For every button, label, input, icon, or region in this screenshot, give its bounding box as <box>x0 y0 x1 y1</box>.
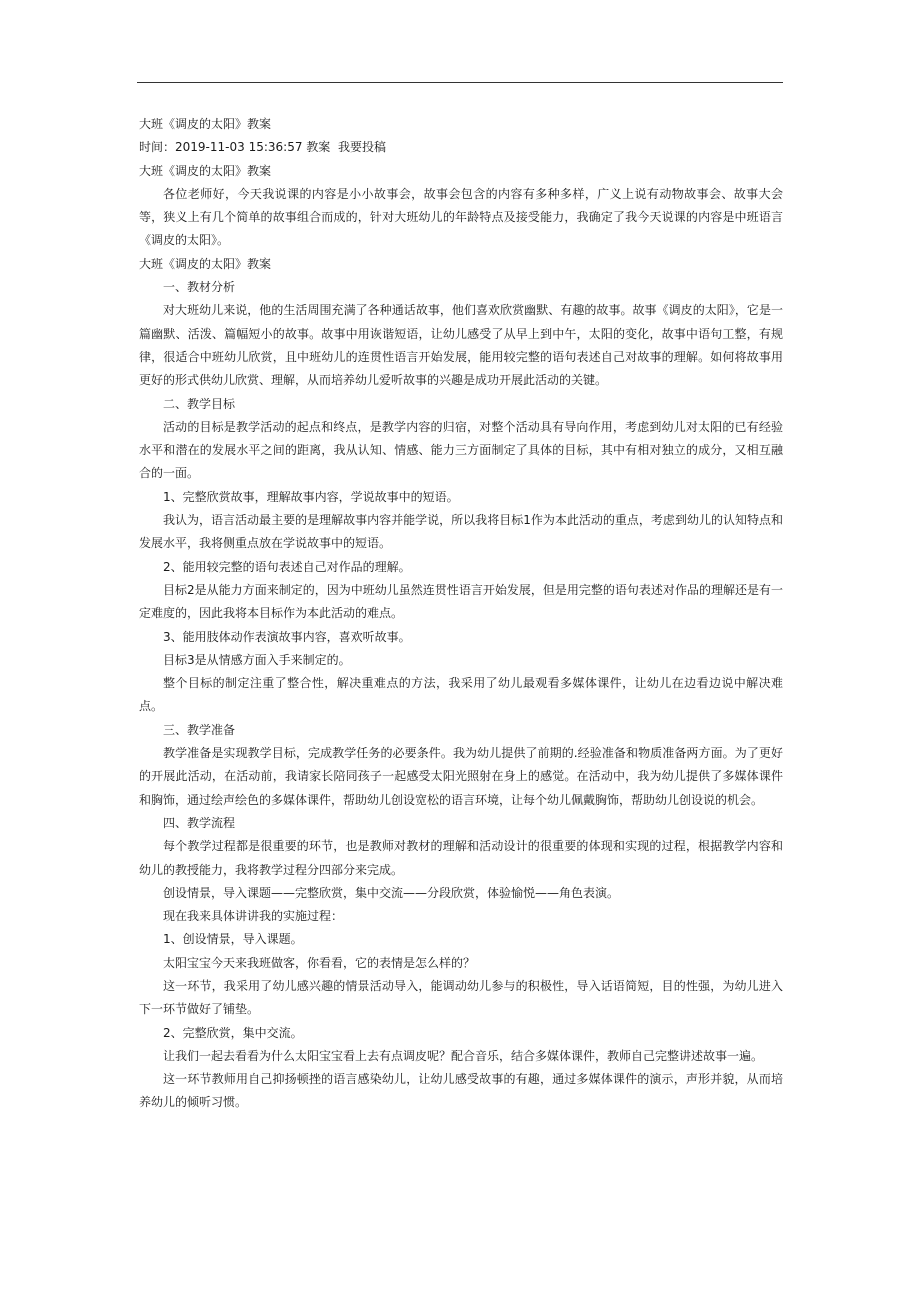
step-item-2: 2、完整欣赏，集中交流。 <box>163 1025 303 1040</box>
section-heading-1: 一、教材分析 <box>163 280 236 295</box>
paragraph: 活动的目标是教学活动的起点和终点，是教学内容的归宿，对整个活动具有导向作用，考虑到幼儿对太阳的已有经验水平和潜在的发展水平之间的距离，我从认知、情感、能力三方面制定了具体的目标，其中有相对独立的成分，又相互融合的一面。 <box>139 419 783 481</box>
paragraph: 教学准备是实现教学目标，完成教学任务的必要条件。我为幼儿提供了前期的.经验准备和物质准备两方面。为了更好的开展此活动，在活动前，我请家长陪同孩子一起感受太阳光照射在身上的感觉。在活动中，我为幼儿提供了多媒体课件和胸饰，通过绘声绘色的多媒体课件，帮助幼儿创设宽松的语言环境，让每个幼儿佩戴胸饰，帮助幼儿创设说的机会。 <box>139 746 783 807</box>
paragraph: 让我们一起去看看为什么太阳宝宝看上去有点调皮呢？配合音乐，结合多媒体课件，教师自己完整讲述故事一遍。 <box>163 1048 764 1063</box>
submit-link[interactable]: 我要投稿 <box>337 140 386 155</box>
section-heading-4: 四、教学流程 <box>163 815 236 830</box>
time-value: 2019-11-03 15:36:57 <box>175 140 303 155</box>
goal-item-3: 3、能用肢体动作表演故事内容，喜欢听故事。 <box>163 629 411 644</box>
paragraph: 每个教学过程都是很重要的环节，也是教师对教材的理解和活动设计的很重要的体现和实现的过程，根据教学内容和幼儿的教授能力，我将教学过程分四部分来完成。 <box>139 839 783 877</box>
section-heading-3: 三、教学准备 <box>163 722 236 737</box>
meta-line <box>139 136 783 159</box>
doc-subtitle: 大班《调皮的太阳》教案 <box>139 163 272 178</box>
document-body <box>139 113 783 1115</box>
paragraph: 现在我来具体讲讲我的实施过程： <box>163 909 344 924</box>
paragraph: 创设情景，导入课题——完整欣赏，集中交流——分段欣赏，体验愉悦——角色表演。 <box>163 885 620 900</box>
step-item-1: 1、创设情景，导入课题。 <box>163 932 303 947</box>
paragraph: 对大班幼儿来说，他的生活周围充满了各种通话故事，他们喜欢欣赏幽默、有趣的故事。故事《调皮的太阳》，它是一篇幽默、活泼、篇幅短小的故事。故事中用诙谐短语，让幼儿感受了从早上到中午，太阳的变化，故事中语句工整，有规律，很适合中班幼儿欣赏，且中班幼儿的连贯性语言开始发展，能用较完整的语句表述自己对故事的理解。如何将故事用更好的形式供幼儿欣赏、理解，从而培养幼儿爱听故事的兴趣是成功开展此活动的关键。 <box>139 303 783 388</box>
goal-item-2: 2、能用较完整的语句表述自己对作品的理解。 <box>163 559 411 574</box>
paragraph: 目标2是从能力方面来制定的，因为中班幼儿虽然连贯性语言开始发展，但是用完整的语句表述对作品的理解还是有一定难度的，因此我将本目标作为本此活动的难点。 <box>139 582 783 621</box>
paragraph: 这一环节，我采用了幼儿感兴趣的情景活动导入，能调动幼儿参与的积极性，导入话语简短，目的性强，为幼儿进入下一环节做好了铺垫。 <box>139 978 783 1017</box>
intro-paragraph: 各位老师好，今天我说课的内容是小小故事会，故事会包含的内容有多种多样，广义上说有动物故事会、故事大会等，狭义上有几个简单的故事组合而成的，针对大班幼儿的年龄特点及接受能力，我确定了我今天说课的内容是中班语言《调皮的太阳》。 <box>139 186 783 248</box>
doc-title-repeat: 大班《调皮的太阳》教案 <box>139 256 272 271</box>
paragraph: 整个目标的制定注重了整合性，解决重难点的方法，我采用了幼儿最观看多媒体课件，让幼儿在边看边说中解决难点。 <box>139 676 783 714</box>
paragraph: 太阳宝宝今天来我班做客，你看看，它的表情是怎么样的？ <box>163 955 476 970</box>
section-heading-2: 二、教学目标 <box>163 396 236 411</box>
time-label: 时间： <box>139 140 176 155</box>
paragraph: 这一环节教师用自己抑扬顿挫的语言感染幼儿，让幼儿感受故事的有趣，通过多媒体课件的演示，声形并貌，从而培养幼儿的倾听习惯。 <box>139 1072 783 1110</box>
category-tag[interactable]: 教案 <box>306 140 331 155</box>
paragraph: 我认为，语言活动最主要的是理解故事内容并能学说，所以我将目标1作为本此活动的重点，考虑到幼儿的认知特点和发展水平，我将侧重点放在学说故事中的短语。 <box>139 513 783 551</box>
top-divider <box>137 82 783 83</box>
goal-item-1: 1、完整欣赏故事，理解故事内容，学说故事中的短语。 <box>163 489 459 504</box>
doc-title: 大班《调皮的太阳》教案 <box>139 117 272 131</box>
paragraph: 目标3是从情感方面入手来制定的。 <box>163 652 351 667</box>
